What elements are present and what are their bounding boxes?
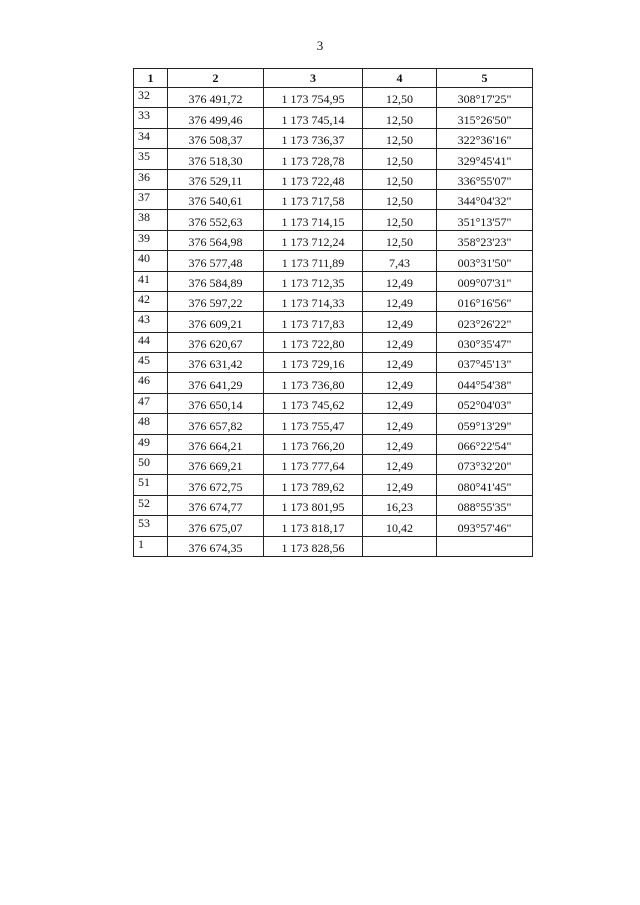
point-number-cell: 45 (134, 353, 168, 373)
bearing-cell: 003°31'50" (437, 251, 533, 271)
y-coordinate-cell: 1 173 712,35 (264, 271, 363, 291)
y-coordinate-cell: 1 173 801,95 (264, 495, 363, 515)
distance-cell: 12,49 (363, 373, 437, 393)
y-coordinate-cell: 1 173 717,83 (264, 312, 363, 332)
distance-cell: 12,50 (363, 210, 437, 230)
point-number-cell: 47 (134, 393, 168, 413)
x-coordinate-cell: 376 657,82 (168, 414, 264, 434)
y-coordinate-cell: 1 173 729,16 (264, 353, 363, 373)
y-coordinate-cell: 1 173 828,56 (264, 536, 363, 556)
bearing-cell: 344°04'32" (437, 189, 533, 209)
table-row (134, 189, 533, 209)
point-number-cell: 46 (134, 373, 168, 393)
column-header-bearing: 5 (437, 69, 533, 88)
x-coordinate-cell: 376 499,46 (168, 108, 264, 128)
bearing-cell: 052°04'03" (437, 393, 533, 413)
y-coordinate-cell: 1 173 777,64 (264, 455, 363, 475)
x-coordinate-cell: 376 620,67 (168, 332, 264, 352)
distance-cell: 12,50 (363, 169, 437, 189)
point-number-cell: 43 (134, 312, 168, 332)
x-coordinate-cell: 376 672,75 (168, 475, 264, 495)
y-coordinate-cell: 1 173 745,62 (264, 393, 363, 413)
y-coordinate-cell: 1 173 766,20 (264, 434, 363, 454)
column-header-distance: 4 (363, 69, 437, 88)
x-coordinate-cell: 376 529,11 (168, 169, 264, 189)
point-number-cell: 49 (134, 434, 168, 454)
bearing-cell: 044°54'38" (437, 373, 533, 393)
distance-cell: 12,50 (363, 108, 437, 128)
bearing-cell: 322°36'16" (437, 128, 533, 148)
x-coordinate-cell: 376 631,42 (168, 353, 264, 373)
bearing-cell: 016°16'56" (437, 291, 533, 311)
bearing-cell: 009°07'31" (437, 271, 533, 291)
distance-cell: 12,49 (363, 393, 437, 413)
table-body (134, 88, 533, 557)
table-row (134, 516, 533, 536)
table-row (134, 536, 533, 556)
table-row (134, 230, 533, 250)
bearing-cell: 329°45'41" (437, 149, 533, 169)
point-number-cell: 39 (134, 230, 168, 250)
bearing-cell: 336°55'07" (437, 169, 533, 189)
bearing-cell: 030°35'47" (437, 332, 533, 352)
bearing-cell: 308°17'25" (437, 88, 533, 108)
point-number-cell: 50 (134, 455, 168, 475)
distance-cell: 12,50 (363, 128, 437, 148)
table-row (134, 353, 533, 373)
point-number-cell: 48 (134, 414, 168, 434)
table-row (134, 271, 533, 291)
y-coordinate-cell: 1 173 717,58 (264, 189, 363, 209)
coordinates-table (133, 68, 533, 557)
bearing-cell: 059°13'29" (437, 414, 533, 434)
y-coordinate-cell: 1 173 789,62 (264, 475, 363, 495)
table-row (134, 149, 533, 169)
table-row (134, 88, 533, 108)
table-row (134, 169, 533, 189)
x-coordinate-cell: 376 518,30 (168, 149, 264, 169)
point-number-cell: 42 (134, 291, 168, 311)
table-row (134, 414, 533, 434)
x-coordinate-cell: 376 540,61 (168, 189, 264, 209)
table-header (134, 69, 533, 88)
x-coordinate-cell: 376 641,29 (168, 373, 264, 393)
x-coordinate-cell: 376 597,22 (168, 291, 264, 311)
table-row (134, 434, 533, 454)
distance-cell: 12,49 (363, 332, 437, 352)
table-header-row (134, 69, 533, 88)
point-number-cell: 51 (134, 475, 168, 495)
y-coordinate-cell: 1 173 736,37 (264, 128, 363, 148)
x-coordinate-cell: 376 491,72 (168, 88, 264, 108)
point-number-cell: 34 (134, 128, 168, 148)
table-row (134, 312, 533, 332)
distance-cell: 12,49 (363, 291, 437, 311)
bearing-cell: 066°22'54" (437, 434, 533, 454)
y-coordinate-cell: 1 173 714,15 (264, 210, 363, 230)
distance-cell: 12,49 (363, 414, 437, 434)
point-number-cell: 38 (134, 210, 168, 230)
y-coordinate-cell: 1 173 728,78 (264, 149, 363, 169)
point-number-cell: 37 (134, 189, 168, 209)
table-row (134, 108, 533, 128)
page-number: 3 (316, 38, 324, 53)
bearing-cell: 037°45'13" (437, 353, 533, 373)
distance-cell: 10,42 (363, 516, 437, 536)
y-coordinate-cell: 1 173 722,48 (264, 169, 363, 189)
distance-cell: 12,49 (363, 434, 437, 454)
y-coordinate-cell: 1 173 818,17 (264, 516, 363, 536)
y-coordinate-cell: 1 173 722,80 (264, 332, 363, 352)
distance-cell: 12,50 (363, 189, 437, 209)
distance-cell: 12,50 (363, 88, 437, 108)
bearing-cell: 093°57'46" (437, 516, 533, 536)
column-header-y: 3 (264, 69, 363, 88)
distance-cell: 12,50 (363, 149, 437, 169)
y-coordinate-cell: 1 173 745,14 (264, 108, 363, 128)
x-coordinate-cell: 376 664,21 (168, 434, 264, 454)
x-coordinate-cell: 376 584,89 (168, 271, 264, 291)
distance-cell: 12,49 (363, 312, 437, 332)
y-coordinate-cell: 1 173 711,89 (264, 251, 363, 271)
y-coordinate-cell: 1 173 755,47 (264, 414, 363, 434)
distance-cell: 12,49 (363, 271, 437, 291)
x-coordinate-cell: 376 674,77 (168, 495, 264, 515)
table-row (134, 373, 533, 393)
x-coordinate-cell: 376 552,63 (168, 210, 264, 230)
x-coordinate-cell: 376 508,37 (168, 128, 264, 148)
table-row (134, 332, 533, 352)
table-row (134, 291, 533, 311)
distance-cell: 12,49 (363, 455, 437, 475)
bearing-cell: 088°55'35" (437, 495, 533, 515)
point-number-cell: 33 (134, 108, 168, 128)
x-coordinate-cell: 376 564,98 (168, 230, 264, 250)
point-number-cell: 44 (134, 332, 168, 352)
distance-cell: 12,49 (363, 353, 437, 373)
column-header-x: 2 (168, 69, 264, 88)
x-coordinate-cell: 376 669,21 (168, 455, 264, 475)
bearing-cell: 351°13'57" (437, 210, 533, 230)
y-coordinate-cell: 1 173 736,80 (264, 373, 363, 393)
point-number-cell: 32 (134, 88, 168, 108)
distance-cell (363, 536, 437, 556)
table-row (134, 475, 533, 495)
distance-cell: 12,49 (363, 475, 437, 495)
point-number-cell: 41 (134, 271, 168, 291)
table-row (134, 393, 533, 413)
bearing-cell: 073°32'20" (437, 455, 533, 475)
point-number-cell: 36 (134, 169, 168, 189)
point-number-cell: 40 (134, 251, 168, 271)
table-row (134, 251, 533, 271)
bearing-cell: 023°26'22" (437, 312, 533, 332)
distance-cell: 16,23 (363, 495, 437, 515)
y-coordinate-cell: 1 173 712,24 (264, 230, 363, 250)
table-row (134, 495, 533, 515)
point-number-cell: 53 (134, 516, 168, 536)
distance-cell: 7,43 (363, 251, 437, 271)
bearing-cell: 080°41'45" (437, 475, 533, 495)
bearing-cell: 315°26'50" (437, 108, 533, 128)
bearing-cell (437, 536, 533, 556)
y-coordinate-cell: 1 173 714,33 (264, 291, 363, 311)
x-coordinate-cell: 376 609,21 (168, 312, 264, 332)
bearing-cell: 358°23'23" (437, 230, 533, 250)
table-row (134, 455, 533, 475)
point-number-cell: 1 (134, 536, 168, 556)
x-coordinate-cell: 376 577,48 (168, 251, 264, 271)
table-row (134, 210, 533, 230)
distance-cell: 12,50 (363, 230, 437, 250)
point-number-cell: 35 (134, 149, 168, 169)
x-coordinate-cell: 376 674,35 (168, 536, 264, 556)
column-header-point: 1 (134, 69, 168, 88)
y-coordinate-cell: 1 173 754,95 (264, 88, 363, 108)
x-coordinate-cell: 376 675,07 (168, 516, 264, 536)
table-row (134, 128, 533, 148)
x-coordinate-cell: 376 650,14 (168, 393, 264, 413)
point-number-cell: 52 (134, 495, 168, 515)
